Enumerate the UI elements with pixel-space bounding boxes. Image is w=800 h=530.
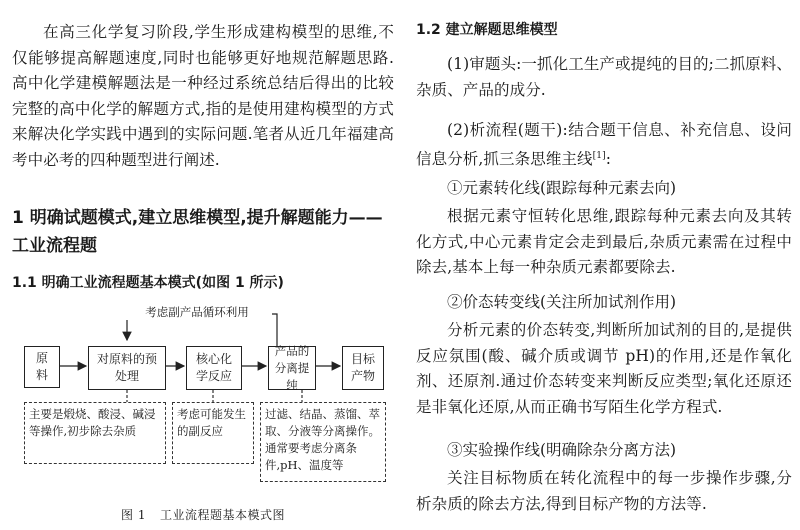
figure-caption (12, 506, 394, 523)
reference-marker: [1] (592, 150, 606, 161)
section-1-2-heading: 1.2 建立解题思维模型 (416, 22, 558, 38)
box-separation: 产品的分离提纯 (268, 346, 316, 390)
intro-paragraph: 在高三化学复习阶段,学生形成建构模型的思维,不仅能够提高解题速度,同时也能够更好地规范解题思路.高中化学建模解题法是一种经过系统总结后得出的比较完整的高中化学的解题方式,指的是使用建构模型的方式来解决化学实践中遇到的实际问题.笔者从近几年福建高考中必考的四种题型进行阐述. (12, 23, 394, 169)
section-1-1-heading: 1.1 明确工业流程题基本模式(如图 1 所示) (12, 275, 284, 291)
subheading-element-line: ①元素转化线(跟踪每种元素去向) (447, 179, 677, 197)
paragraph-analyze-flow (416, 118, 792, 172)
box-core-reaction: 核心化学反应 (186, 346, 242, 390)
subheading-valence-line: ②价态转变线(关注所加试剂作用) (447, 293, 677, 311)
box-pretreatment: 对原料的预处理 (88, 346, 166, 390)
flowchart-figure (12, 300, 394, 530)
subheading-operation-line: ③实验操作线(明确除杂分离方法) (447, 441, 677, 459)
caption-text: 工业流程题基本模式图 (159, 508, 285, 522)
paragraph-element-line: 根据元素守恒转化思维,跟踪每种元素去向及其转化方式,中心元素肯定会走到最后,杂质元素需在过程中除去,基本上每一种杂质元素都要除去. (416, 207, 792, 276)
analyze-flow-text: (2)析流程(题干):结合题干信息、补充信息、设问信息分析,抓三条思维主线 (416, 121, 792, 168)
analyze-flow-end: : (605, 149, 612, 168)
note-separation: 过滤、结晶、蒸馏、萃取、分液等分离操作。通常要考虑分离条件,pH、温度等 (260, 402, 386, 482)
box-target-product: 目标产物 (342, 346, 384, 390)
paragraph-valence-line: 分析元素的价态转变,判断所加试剂的目的,是提供反应氛围(酸、碱介质或调节 pH)的作用,还是作氧化剂、还原剂.通过价态转变来判断反应类型;氧化还原还是非氧化还原,从而正确书写陌生化学方程式. (416, 321, 792, 416)
box-raw-material: 原料 (24, 346, 60, 388)
note-pretreatment: 主要是煅烧、酸浸、碱浸等操作,初步除去杂质 (24, 402, 166, 464)
recycle-label: 考虑副产品循环利用 (122, 304, 272, 320)
caption-number: 图 1 (121, 508, 146, 522)
section-1-heading: 1 明确试题模式,建立思维模型,提升解题能力——工业流程题 (12, 208, 383, 256)
paragraph-operation-line: 关注目标物质在转化流程中的每一步操作步骤,分析杂质的除去方法,得到目标产物的方法等. (416, 469, 792, 513)
note-core-reaction: 考虑可能发生的副反应 (172, 402, 254, 464)
paragraph-review-question: (1)审题头:一抓化工生产或提纯的目的;二抓原料、杂质、产品的成分. (416, 55, 792, 99)
